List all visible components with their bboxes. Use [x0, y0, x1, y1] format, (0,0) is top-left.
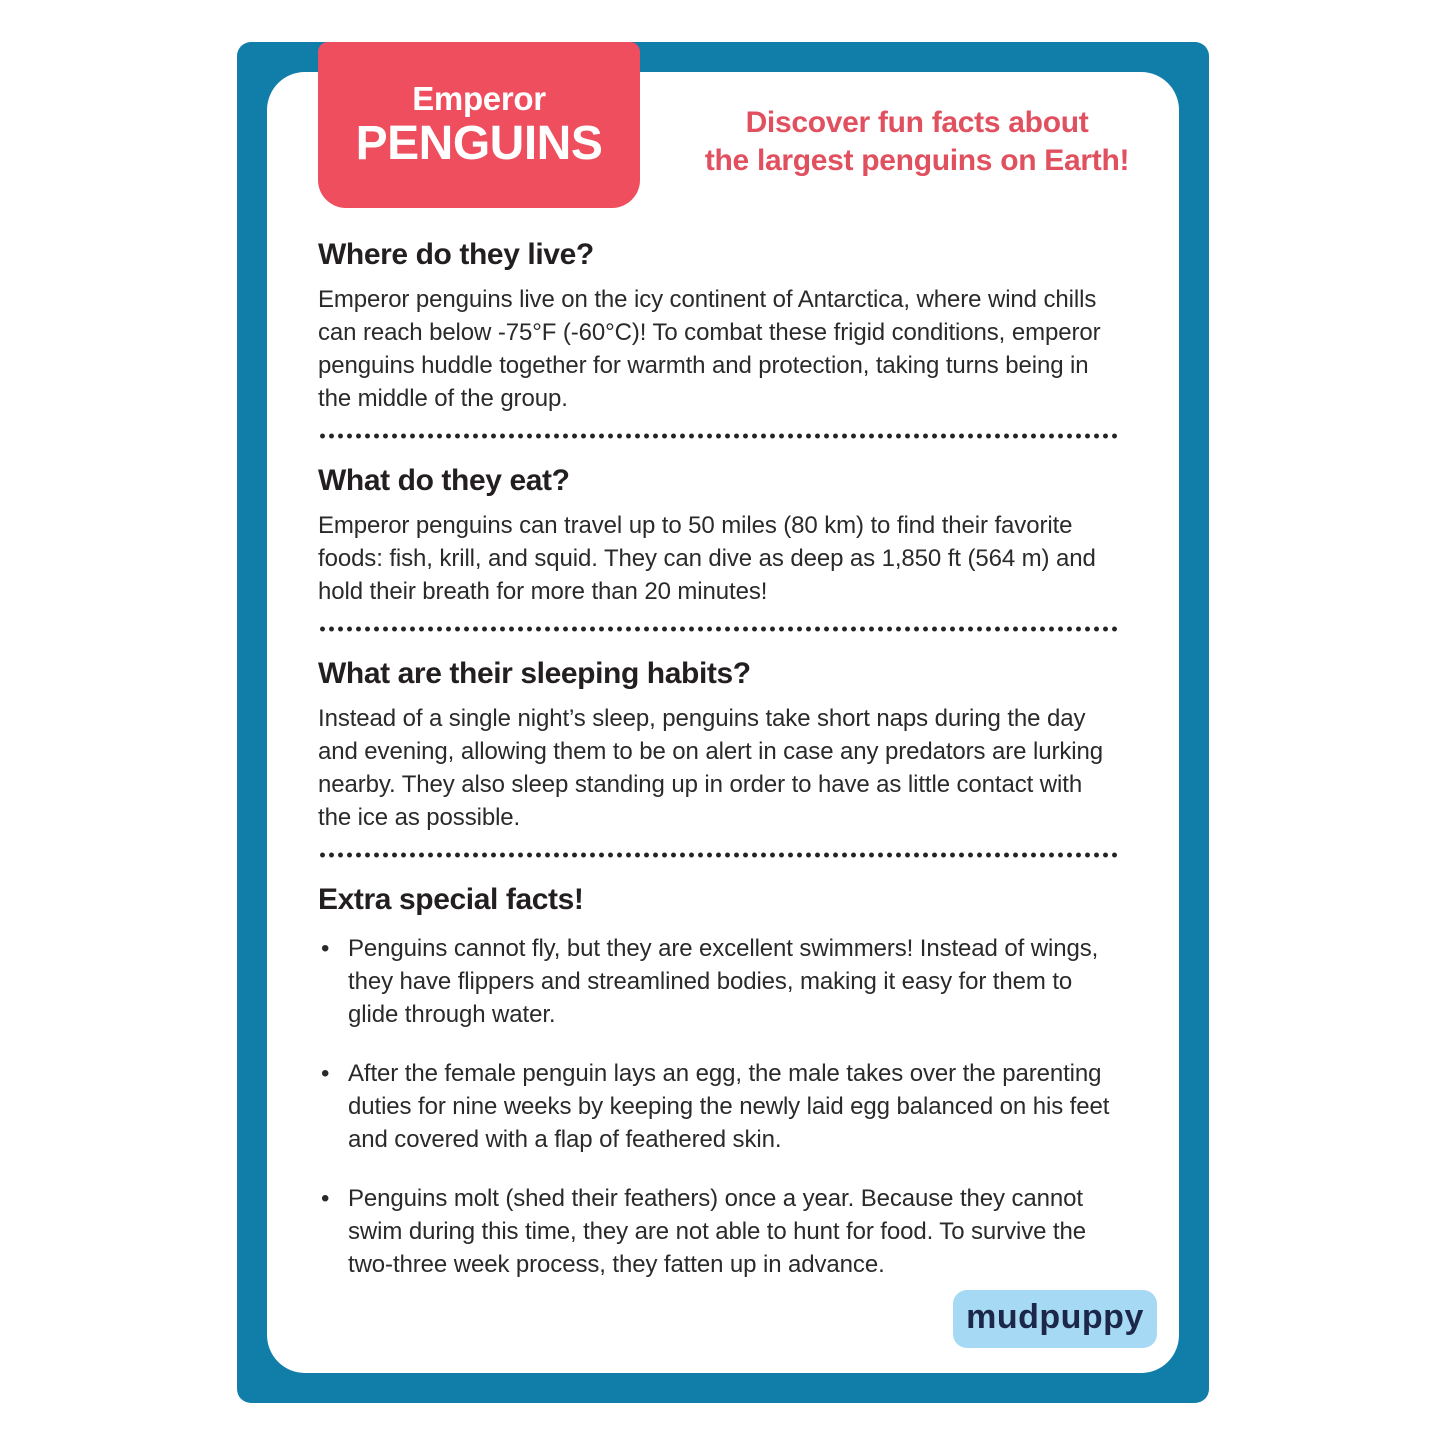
list-item — [318, 932, 1118, 1031]
title-badge — [318, 42, 640, 208]
title-line-emperor: Emperor — [412, 79, 546, 117]
dotted-separator — [318, 433, 1118, 439]
list-item — [318, 1057, 1118, 1156]
title-line-penguins: PENGUINS — [355, 116, 603, 170]
tagline — [667, 104, 1167, 180]
extra-facts-list — [318, 932, 1118, 1281]
list-item — [318, 1182, 1118, 1281]
section-body-what-eat: Emperor penguins can travel up to 50 miles (80 km) to find their favorite foods: fish, krill, and squid. They can dive as deep as 1,850 ft (564 m) and hold their breath for more than 20 minutes! — [318, 512, 1096, 605]
section-heading-extra-facts: Extra special facts! — [318, 883, 584, 916]
fact-molting: Penguins molt (shed their feathers) once a year. Because they cannot swim during this time, they are not able to hunt for food. To survive the two-three week process, they fatten up in advance. — [348, 1185, 1086, 1278]
card-content — [318, 237, 1118, 1307]
bullet-icon: • — [321, 1060, 330, 1087]
dotted-separator — [318, 852, 1118, 858]
fact-egg-parenting: After the female penguin lays an egg, the male takes over the parenting duties for nine weeks by keeping the newly laid egg balanced on his feet and covered with a flap of feathered skin. — [348, 1060, 1110, 1153]
section-heading-what-eat: What do they eat? — [318, 464, 570, 497]
section-heading-sleeping-habits: What are their sleeping habits? — [318, 657, 751, 690]
tagline-line-2: the largest penguins on Earth! — [704, 144, 1130, 177]
bullet-icon: • — [321, 935, 330, 962]
tagline-line-1: Discover fun facts about — [745, 106, 1089, 139]
section-body-where-live: Emperor penguins live on the icy continent of Antarctica, where wind chills can reach below -75°F (-60°C)! To combat these frigid conditions, emperor penguins huddle together for warmth and protection, taking turns being in the middle of the group. — [318, 286, 1101, 412]
fact-swimmers: Penguins cannot fly, but they are excellent swimmers! Instead of wings, they have flippers and streamlined bodies, making it easy for them to glide through water. — [348, 935, 1099, 1028]
section-heading-where-live: Where do they live? — [318, 238, 594, 271]
section-body-sleeping-habits: Instead of a single night’s sleep, penguins take short naps during the day and evening, allowing them to be on alert in case any predators are lurking nearby. They also sleep standing up in order to have as little contact with the ice as possible. — [318, 705, 1103, 831]
bullet-icon: • — [321, 1185, 330, 1212]
mudpuppy-logo — [953, 1290, 1157, 1348]
dotted-separator — [318, 626, 1118, 632]
mudpuppy-logo-text: mudpuppy — [966, 1298, 1144, 1336]
blue-border-card — [237, 42, 1209, 1403]
